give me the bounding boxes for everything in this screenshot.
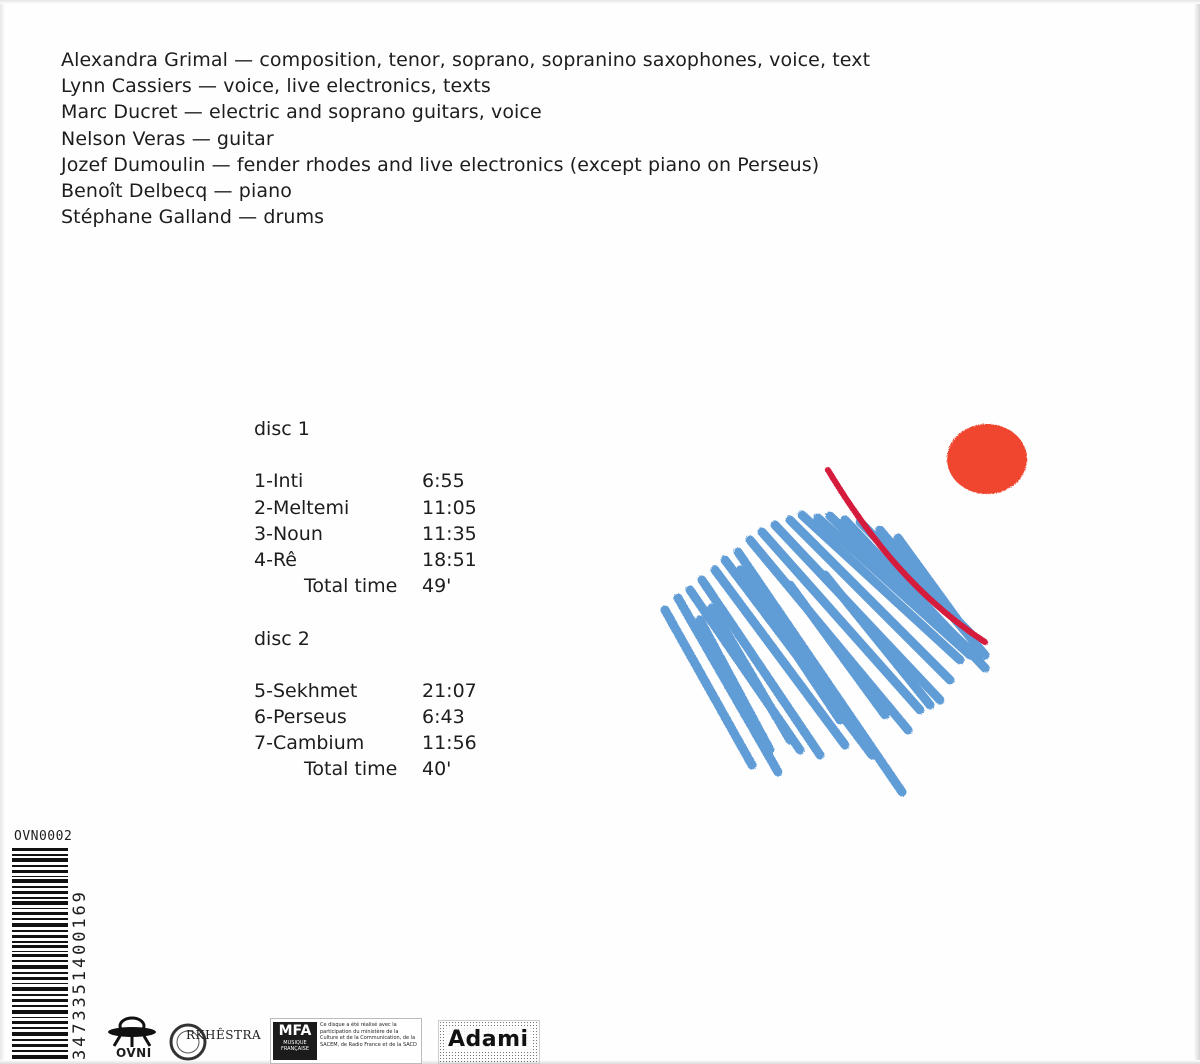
credit-line: Nelson Veras — guitar xyxy=(61,127,274,150)
track-row xyxy=(254,678,477,704)
disc-total-row xyxy=(254,756,452,782)
credit-line: Jozef Dumoulin — fender rhodes and live electronics (except piano on Perseus) xyxy=(61,153,820,176)
track-duration: 11:56 xyxy=(422,732,477,755)
track-title: 7-Cambium xyxy=(254,732,365,755)
total-time-value: 40' xyxy=(422,758,452,781)
blue-scribble xyxy=(665,515,985,792)
track-duration: 6:43 xyxy=(422,706,465,729)
track-duration: 11:35 xyxy=(422,522,477,545)
credit-line: Benoît Delbecq — piano xyxy=(61,180,292,203)
track-title: 3-Noun xyxy=(254,522,323,545)
crayon-artwork xyxy=(640,410,1060,820)
total-time-label: Total time xyxy=(304,575,398,598)
track-duration: 11:05 xyxy=(422,496,477,519)
track-row xyxy=(254,495,477,521)
mfa-note: Ce disque a été réalisé avec la participation du ministère de la Culture et de la Communication, de la SACEM, de Radio France et de la SACD xyxy=(320,1022,417,1048)
track-title: 2-Meltemi xyxy=(254,496,350,519)
cover-edge-top xyxy=(0,0,1200,4)
credit-line: Lynn Cassiers — voice, live electronics, texts xyxy=(61,75,491,98)
track-duration: 6:55 xyxy=(422,470,465,493)
track-row xyxy=(254,521,477,547)
track-duration: 18:51 xyxy=(422,548,477,571)
track-title: 1-Inti xyxy=(254,470,304,493)
orkhestra-logo-text: RKHÊSTRA xyxy=(186,1028,262,1042)
track-row xyxy=(254,704,465,730)
total-time-value: 49' xyxy=(422,575,452,598)
mfa-mark: MFA MUSIQUE FRANÇAISE xyxy=(273,1022,317,1060)
cover-edge-left xyxy=(0,0,5,1064)
disc-title: disc 2 xyxy=(254,627,310,650)
barcode-number: 3473351400169 xyxy=(70,889,90,1060)
mfa-logo xyxy=(270,1018,422,1064)
credit-line: Alexandra Grimal — composition, tenor, soprano, sopranino saxophones, voice, text xyxy=(61,49,871,71)
catalog-number: OVN0002 xyxy=(14,829,73,844)
adami-logo xyxy=(438,1020,540,1064)
red-sun xyxy=(947,424,1027,494)
credit-line: Stéphane Galland — drums xyxy=(61,206,325,229)
track-row xyxy=(254,730,477,756)
cover-edge-right xyxy=(1194,0,1200,1064)
track-row xyxy=(254,547,477,573)
disc-title: disc 1 xyxy=(254,418,310,440)
track-title: 4-Rê xyxy=(254,548,297,571)
credit-line: Marc Ducret — electric and soprano guitars, voice xyxy=(61,101,542,124)
track-title: 6-Perseus xyxy=(254,706,347,729)
track-title: 5-Sekhmet xyxy=(254,679,358,702)
disc-total-row xyxy=(254,573,452,599)
total-time-label: Total time xyxy=(304,758,398,781)
track-duration: 21:07 xyxy=(422,679,477,702)
barcode xyxy=(12,848,68,1060)
adami-logo-text: Adami xyxy=(445,1027,532,1052)
ovni-logo-text: OVNI xyxy=(116,1046,152,1060)
track-row xyxy=(254,468,465,494)
musician-credits xyxy=(61,47,870,230)
tracklist xyxy=(254,416,477,783)
